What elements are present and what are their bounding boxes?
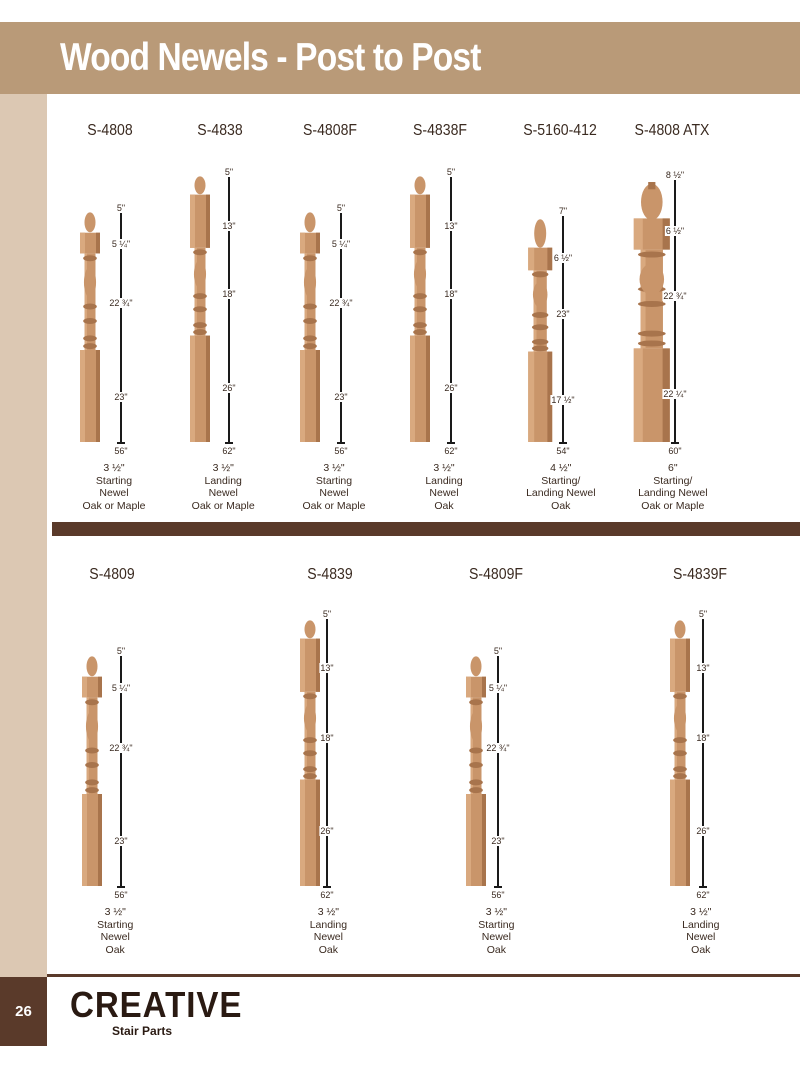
dimension-label: 22 ¾" bbox=[663, 291, 687, 301]
caption-line: Newel bbox=[313, 931, 343, 943]
caption-line: Landing Newel bbox=[638, 487, 708, 499]
dimension-tick bbox=[559, 442, 567, 444]
dimension-label: 26" bbox=[696, 826, 710, 836]
total-height-label: 62" bbox=[222, 446, 236, 456]
left-accent-strip bbox=[0, 94, 47, 977]
dimension-label: 5" bbox=[493, 646, 503, 656]
dimension-label: 23" bbox=[556, 309, 570, 319]
newel-post-image bbox=[623, 182, 681, 442]
caption-line: Oak or Maple bbox=[191, 499, 255, 512]
dimension-label: 22 ¾" bbox=[109, 298, 133, 308]
caption-line: Newel bbox=[481, 931, 511, 943]
dimension-label: 5" bbox=[116, 203, 126, 213]
newel-post-image bbox=[294, 620, 326, 886]
product-caption bbox=[59, 462, 169, 512]
dimension-label: 5 ¼" bbox=[111, 683, 131, 693]
dimension-line bbox=[450, 168, 452, 442]
caption-line: 3 ½" bbox=[433, 462, 455, 474]
product-model-label: S-4838 bbox=[197, 122, 243, 139]
caption-line: Landing bbox=[425, 474, 463, 487]
caption-line: Oak or Maple bbox=[302, 499, 366, 512]
caption-line: Landing bbox=[682, 918, 720, 931]
caption-line: Oak bbox=[434, 499, 454, 512]
caption-line: Newel bbox=[100, 931, 130, 943]
product-model-label: S-4838F bbox=[412, 122, 468, 139]
caption-line: Newel bbox=[686, 931, 716, 943]
caption-line: 3 ½" bbox=[323, 462, 345, 474]
product-caption bbox=[441, 906, 551, 956]
product-model-label: S-4809 bbox=[89, 566, 135, 583]
newel-post-image bbox=[664, 620, 696, 886]
caption-line: Oak bbox=[318, 943, 339, 956]
caption-line: Starting bbox=[315, 474, 353, 487]
dimension-label: 7" bbox=[558, 206, 568, 216]
caption-line: Oak or Maple bbox=[641, 499, 705, 512]
caption-line: 3 ½" bbox=[212, 462, 234, 474]
product-model-label: S-4839 bbox=[307, 566, 353, 583]
dimension-tick bbox=[323, 886, 331, 888]
page-header bbox=[0, 22, 800, 94]
total-height-label: 56" bbox=[491, 890, 505, 900]
dimension-label: 26" bbox=[320, 826, 334, 836]
dimension-label: 22 ¼" bbox=[663, 389, 687, 399]
dimension-label: 23" bbox=[114, 836, 128, 846]
dimension-label: 23" bbox=[114, 392, 128, 402]
dimension-label: 18" bbox=[320, 733, 334, 743]
dimension-label: 6 ½" bbox=[553, 253, 573, 263]
total-height-label: 54" bbox=[556, 446, 570, 456]
newel-post-image bbox=[404, 176, 436, 442]
caption-line: Oak bbox=[551, 499, 571, 512]
dimension-tick bbox=[447, 442, 455, 444]
total-height-label: 62" bbox=[444, 446, 458, 456]
dimension-label: 5" bbox=[446, 167, 456, 177]
caption-line: Starting bbox=[97, 918, 134, 931]
dimension-tick bbox=[337, 442, 345, 444]
dimension-line bbox=[562, 210, 564, 442]
brand-logo: CREATIVE bbox=[70, 984, 243, 1025]
dimension-label: 5" bbox=[224, 167, 234, 177]
total-height-label: 62" bbox=[320, 890, 334, 900]
caption-line: Landing bbox=[204, 474, 242, 487]
caption-line: Starting bbox=[478, 918, 515, 931]
product-caption bbox=[618, 462, 728, 512]
dimension-label: 13" bbox=[222, 221, 236, 231]
dimension-tick bbox=[494, 886, 502, 888]
dimension-label: 5" bbox=[322, 609, 332, 619]
dimension-line bbox=[674, 172, 676, 442]
caption-line: Newel bbox=[319, 487, 349, 499]
dimension-line bbox=[702, 612, 704, 886]
product-model-label: S-4809F bbox=[468, 566, 524, 583]
dimension-label: 23" bbox=[334, 392, 348, 402]
newel-post-image bbox=[521, 216, 559, 442]
total-height-label: 60" bbox=[668, 446, 682, 456]
product-model-label: S-5160-412 bbox=[523, 122, 597, 139]
dimension-label: 26" bbox=[222, 383, 236, 393]
dimension-label: 5 ¼" bbox=[331, 239, 351, 249]
caption-line: Oak or Maple bbox=[82, 499, 146, 512]
total-height-label: 62" bbox=[696, 890, 710, 900]
dimension-label: 13" bbox=[320, 663, 334, 673]
caption-line: Newel bbox=[208, 487, 238, 499]
caption-line: Newel bbox=[99, 487, 129, 499]
caption-line: Landing Newel bbox=[526, 487, 596, 499]
caption-line: 4 ½" bbox=[550, 462, 572, 474]
product-caption bbox=[506, 462, 616, 512]
product-model-label: S-4839F bbox=[672, 566, 728, 583]
page-number: 26 bbox=[0, 977, 47, 1046]
newel-post-image bbox=[74, 212, 106, 442]
brand-logo-subtitle: Stair Parts bbox=[112, 1024, 173, 1038]
product-caption bbox=[389, 462, 499, 512]
total-height-label: 56" bbox=[114, 890, 128, 900]
product-model-label: S-4808 bbox=[87, 122, 133, 139]
caption-line: Oak bbox=[105, 943, 125, 956]
dimension-label: 5 ¼" bbox=[111, 239, 131, 249]
dimension-tick bbox=[117, 442, 125, 444]
dimension-label: 26" bbox=[444, 383, 458, 393]
dimension-label: 5" bbox=[698, 609, 708, 619]
product-caption bbox=[279, 462, 389, 512]
product-caption bbox=[168, 462, 278, 512]
dimension-label: 13" bbox=[696, 663, 710, 673]
dimension-label: 5" bbox=[336, 203, 346, 213]
newel-post-image bbox=[76, 656, 108, 886]
product-model-label: S-4808 ATX bbox=[634, 122, 710, 139]
dimension-label: 13" bbox=[444, 221, 458, 231]
dimension-label: 8 ½" bbox=[665, 170, 685, 180]
page-title: Wood Newels - Post to Post bbox=[60, 36, 481, 79]
dimension-line bbox=[326, 612, 328, 886]
dimension-tick bbox=[225, 442, 233, 444]
caption-line: 3 ½" bbox=[690, 906, 712, 918]
caption-line: Oak bbox=[691, 943, 711, 956]
caption-line: 3 ½" bbox=[104, 906, 126, 918]
footer-rule bbox=[47, 974, 800, 977]
product-caption bbox=[60, 906, 170, 956]
dimension-label: 22 ¾" bbox=[329, 298, 353, 308]
dimension-label: 22 ¾" bbox=[109, 743, 133, 753]
dimension-tick bbox=[699, 886, 707, 888]
dimension-label: 5 ¼" bbox=[488, 683, 508, 693]
caption-line: Starting bbox=[95, 474, 133, 487]
total-height-label: 56" bbox=[114, 446, 128, 456]
dimension-label: 22 ¾" bbox=[486, 743, 510, 753]
caption-line: Starting/ bbox=[541, 474, 581, 487]
caption-line: 6" bbox=[668, 462, 678, 474]
caption-line: 3 ½" bbox=[317, 906, 340, 918]
dimension-label: 23" bbox=[491, 836, 505, 846]
caption-line: Starting/ bbox=[653, 474, 693, 487]
dimension-tick bbox=[671, 442, 679, 444]
total-height-label: 56" bbox=[334, 446, 348, 456]
caption-line: 3 ½" bbox=[103, 462, 125, 474]
dimension-label: 18" bbox=[696, 733, 710, 743]
product-caption bbox=[273, 906, 383, 956]
product-model-label: S-4808F bbox=[302, 122, 358, 139]
caption-line: Newel bbox=[429, 487, 459, 499]
dimension-label: 17 ½" bbox=[551, 395, 575, 405]
caption-line: Landing bbox=[309, 918, 348, 931]
dimension-label: 18" bbox=[222, 289, 236, 299]
dimension-label: 18" bbox=[444, 289, 458, 299]
dimension-tick bbox=[117, 886, 125, 888]
newel-post-image bbox=[184, 176, 216, 442]
dimension-label: 6 ½" bbox=[665, 226, 685, 236]
caption-line: 3 ½" bbox=[485, 906, 508, 918]
section-divider bbox=[52, 522, 800, 536]
product-caption bbox=[646, 906, 756, 956]
newel-post-image bbox=[294, 212, 326, 442]
caption-line: Oak bbox=[486, 943, 507, 956]
dimension-line bbox=[228, 168, 230, 442]
dimension-label: 5" bbox=[116, 646, 126, 656]
